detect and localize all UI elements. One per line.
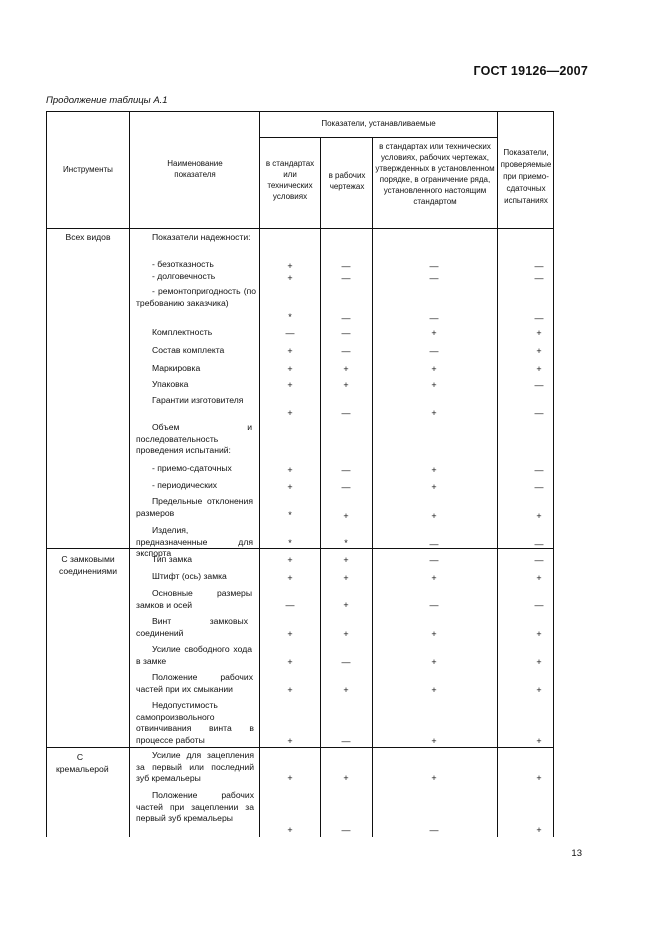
cell-mark: + (343, 364, 349, 374)
cell-mark: + (287, 573, 293, 583)
cell-mark: * (344, 538, 348, 548)
cell-mark: — (341, 328, 351, 338)
header-instruments: Инструменты (63, 165, 113, 174)
row-name: - долговечность (152, 271, 216, 281)
row-name: Показатели надежности: (152, 232, 251, 242)
cell-mark: — (341, 465, 351, 475)
cell-mark: + (431, 380, 437, 390)
cell-mark: — (429, 600, 439, 610)
cell-mark: — (429, 261, 439, 271)
cell-mark: + (536, 773, 542, 783)
cell-mark: — (285, 600, 295, 610)
page-number: 13 (571, 848, 582, 859)
cell-mark: + (431, 328, 437, 338)
row-name: Положение рабочих частей при их смыкании (136, 672, 253, 694)
row-name: Маркировка (152, 363, 201, 373)
cell-mark: + (287, 364, 293, 374)
cell-mark: + (287, 482, 293, 492)
cell-mark: + (287, 273, 293, 283)
cell-mark: + (287, 629, 293, 639)
row-name: Недопустимость самопроизвольного отвинчивания винта в процессе работы (136, 700, 254, 746)
cell-mark: — (534, 600, 544, 610)
cell-mark: + (343, 380, 349, 390)
cell-mark: + (431, 773, 437, 783)
cell-mark: + (536, 657, 542, 667)
row-name: Усилие для зацепления за первый или последний зуб кремальеры (136, 750, 254, 784)
cell-mark: — (534, 408, 544, 418)
cell-mark: — (341, 657, 351, 667)
cell-mark: + (343, 511, 349, 521)
cell-mark: + (536, 328, 542, 338)
cell-mark: + (287, 685, 293, 695)
cell-mark: + (343, 685, 349, 695)
cell-mark: + (431, 736, 437, 746)
row-name: Усилие свободного хода в замке (136, 644, 252, 666)
row-name: - ремонтопригодность (по требованию заказчика) (136, 286, 256, 308)
row-name: - периодических (152, 480, 218, 490)
cell-mark: + (536, 511, 542, 521)
row-name: Штифт (ось) замка (152, 571, 227, 581)
cell-mark: + (287, 825, 293, 835)
cell-mark: + (287, 346, 293, 356)
cell-mark: + (343, 573, 349, 583)
cell-mark: + (431, 629, 437, 639)
cell-mark: — (534, 380, 544, 390)
cell-mark: + (343, 629, 349, 639)
row-name: Гарантии изготовителя (152, 395, 244, 405)
instrument-ratchet: С кремальерой (56, 752, 109, 774)
cell-mark: + (536, 685, 542, 695)
cell-mark: + (536, 629, 542, 639)
cell-mark: — (341, 261, 351, 271)
cell-mark: + (343, 600, 349, 610)
cell-mark: + (287, 555, 293, 565)
cell-mark: — (341, 482, 351, 492)
cell-mark: + (431, 408, 437, 418)
row-name: Упаковка (152, 379, 189, 389)
header-approved: в стандартах или технических условиях, рабочих чертежах, утвержденных в установленном порядке, в ограничение ряда, установленного настоящим стандартом (375, 142, 495, 206)
header-drawings: в рабочих чертежах (328, 171, 366, 191)
row-name: Изделия, предназначенные для экспорта (136, 525, 253, 559)
cell-mark: * (288, 538, 292, 548)
cell-mark: + (431, 364, 437, 374)
row-name: Положение рабочих частей при зацеплении за первый зуб кремальеры (136, 790, 254, 824)
header-acceptance: Показатели, проверяемые при приемо-сдаточных испытаниях (500, 148, 552, 205)
cell-mark: + (287, 657, 293, 667)
cell-mark: — (341, 736, 351, 746)
row-name: Основные размеры замков и осей (136, 588, 252, 610)
cell-mark: * (288, 312, 292, 322)
cell-mark: + (536, 364, 542, 374)
header-indicator-name: Наименование показателя (167, 159, 223, 179)
cell-mark: — (534, 539, 544, 549)
cell-mark: — (429, 313, 439, 323)
cell-mark: — (429, 273, 439, 283)
instrument-lock-joints: С замковыми соединениями (58, 554, 117, 576)
cell-mark: + (431, 511, 437, 521)
cell-mark: + (287, 465, 293, 475)
row-name: - безотказность (152, 259, 214, 269)
table-continuation-caption: Продолжение таблицы А.1 (46, 95, 168, 106)
cell-mark: — (341, 408, 351, 418)
cell-mark: — (285, 328, 295, 338)
row-name: Предельные отклонения размеров (136, 496, 253, 518)
cell-mark: + (287, 736, 293, 746)
cell-mark: — (534, 465, 544, 475)
cell-mark: — (341, 825, 351, 835)
row-name: Комплектность (152, 327, 213, 337)
cell-mark: — (429, 555, 439, 565)
cell-mark: — (534, 482, 544, 492)
header-standards: в стандартах или технических условиях (265, 159, 315, 201)
cell-mark: + (431, 465, 437, 475)
cell-mark: + (536, 825, 542, 835)
cell-mark: — (534, 313, 544, 323)
cell-mark: + (431, 657, 437, 667)
cell-mark: + (287, 773, 293, 783)
cell-mark: — (341, 273, 351, 283)
row-name: Объем и последовательность проведения испытаний: (136, 422, 252, 456)
cell-mark: + (287, 380, 293, 390)
cell-mark: * (288, 510, 292, 520)
cell-mark: + (343, 555, 349, 565)
cell-mark: — (341, 346, 351, 356)
cell-mark: + (536, 736, 542, 746)
cell-mark: — (429, 825, 439, 835)
row-name: Винт замковых соединений (136, 616, 248, 638)
cell-mark: — (534, 261, 544, 271)
cell-mark: + (287, 261, 293, 271)
cell-mark: + (431, 482, 437, 492)
row-name: - приемо-сдаточных (152, 463, 232, 473)
cell-mark: — (534, 555, 544, 565)
cell-mark: + (536, 573, 542, 583)
cell-mark: + (431, 685, 437, 695)
document-code: ГОСТ 19126—2007 (473, 64, 588, 78)
row-name: Состав комплекта (152, 345, 225, 355)
row-name: Тип замка (152, 554, 193, 564)
cell-mark: — (429, 346, 439, 356)
cell-mark: + (287, 408, 293, 418)
cell-mark: + (431, 573, 437, 583)
instrument-all-types: Всех видов (65, 232, 111, 242)
cell-mark: + (343, 773, 349, 783)
cell-mark: — (534, 273, 544, 283)
cell-mark: — (429, 539, 439, 549)
cell-mark: + (536, 346, 542, 356)
header-group-established: Показатели, устанавливаемые (321, 119, 436, 128)
cell-mark: — (341, 313, 351, 323)
